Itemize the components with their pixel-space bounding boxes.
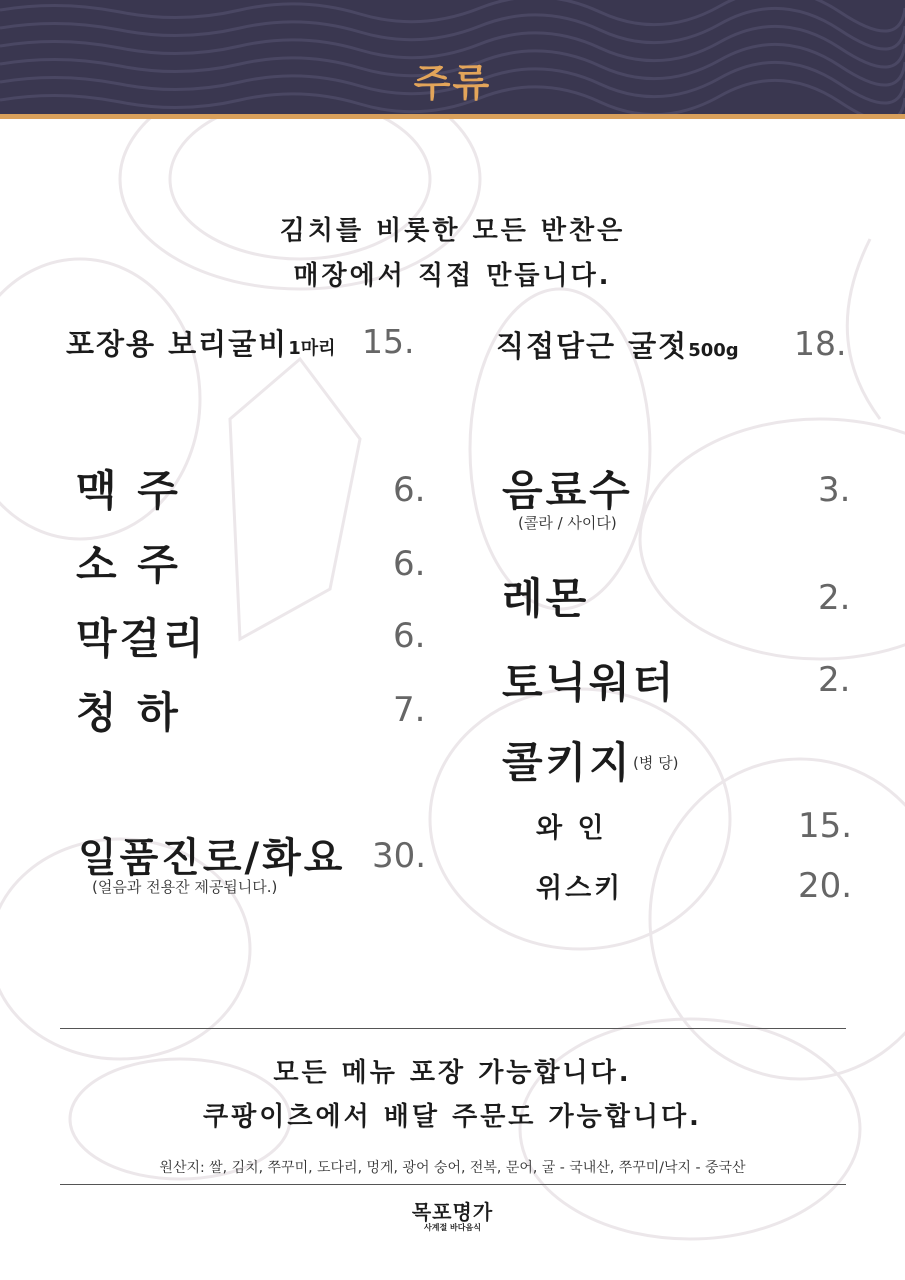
menu-item-chungha: 청 하	[76, 688, 181, 737]
item-name: 직접담근 굴젓	[496, 329, 689, 363]
item-price: 15.	[362, 322, 415, 361]
price-tonic: 2.	[818, 660, 851, 700]
page-title: 주류	[413, 61, 492, 105]
item-unit: 500g	[688, 340, 739, 361]
price-soju: 6.	[393, 544, 426, 584]
menu-item-wine: 와 인	[536, 813, 607, 844]
menu-item-whisky: 위스키	[536, 873, 624, 904]
menu-item-corkage: 콜키지	[502, 738, 633, 787]
brand-logo-tagline: 사계절 바다음식	[424, 1223, 481, 1232]
price-lemon: 2.	[818, 578, 851, 618]
item-price: 18.	[794, 324, 847, 363]
menu-item-makgeolli: 막걸리	[76, 614, 207, 663]
brand-logo-name: 목포명가	[411, 1200, 494, 1224]
premium-note: (얼음과 전용잔 제공됩니다.)	[92, 878, 278, 896]
takeout-item-guljeot	[496, 324, 739, 365]
price-soda: 3.	[818, 470, 851, 510]
price-wine: 15.	[798, 806, 853, 846]
price-whisky: 20.	[798, 866, 853, 906]
price-beer: 6.	[393, 470, 426, 510]
menu-item-soju: 소 주	[76, 540, 181, 589]
soda-note: (콜라 / 사이다)	[518, 514, 617, 532]
item-unit: 1마리	[288, 338, 336, 359]
divider	[60, 1028, 846, 1029]
item-name: 포장용 보리굴비	[66, 327, 289, 361]
origin-note: 원산지: 쌀, 김치, 쭈꾸미, 도다리, 멍게, 광어 숭어, 전복, 문어, 굴 - 국내산, 쭈꾸미/낙지 - 중국산	[159, 1160, 746, 1176]
price-chungha: 7.	[393, 690, 426, 730]
intro-line-2: 매장에서 직접 만듭니다.	[293, 261, 612, 291]
menu-item-lemon: 레몬	[502, 574, 590, 623]
corkage-note: (병 당)	[633, 754, 679, 772]
takeout-item-gulbi	[66, 322, 336, 363]
intro-line-1: 김치를 비롯한 모든 반찬은	[279, 216, 626, 246]
menu-item-premium-soju: 일품진로/화요	[78, 835, 346, 881]
divider	[60, 1184, 846, 1185]
footer-takeout-note: 모든 메뉴 포장 가능합니다.	[273, 1058, 632, 1088]
menu-item-beer: 맥 주	[76, 466, 181, 515]
price-premium-soju: 30.	[372, 836, 427, 876]
menu-item-soda: 음료수	[502, 466, 633, 515]
footer-delivery-note: 쿠팡이츠에서 배달 주문도 가능합니다.	[203, 1102, 702, 1132]
price-makgeolli: 6.	[393, 616, 426, 656]
menu-item-tonic: 토닉워터	[502, 658, 677, 707]
